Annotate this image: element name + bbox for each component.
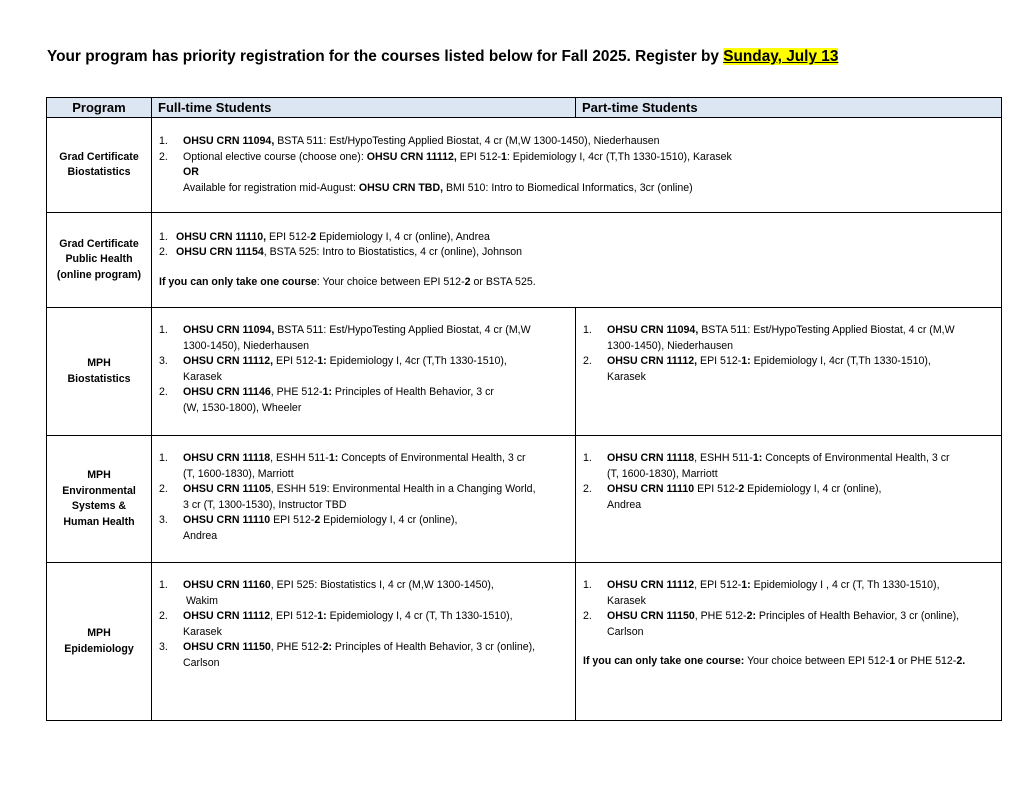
list-item	[159, 385, 569, 416]
program-cell	[47, 563, 152, 721]
course-text: Principles of Health Behavior, 3 cr (online),	[331, 641, 536, 653]
table-row	[47, 118, 1002, 213]
list-item	[583, 609, 995, 640]
note-text: : Your choice between EPI 512-	[316, 275, 465, 288]
list-number: 1.	[583, 324, 592, 336]
list-number: 2.	[583, 610, 592, 622]
course-text: Epidemiology I, 4 cr (online),	[744, 483, 882, 495]
course-text: Wakim	[183, 594, 218, 607]
course-text: BSTA 511: Est/HypoTesting Applied Biostat, 4 cr (M,W	[698, 324, 955, 336]
list-number: 1.	[159, 452, 168, 464]
choice-note	[159, 275, 995, 291]
list-item	[159, 323, 569, 354]
crn-label: OHSU CRN 11112,	[607, 355, 698, 367]
table-header-row	[47, 98, 1002, 118]
page-title	[47, 48, 838, 66]
section-number: 2:	[746, 610, 756, 622]
note-text: or PHE 512-	[895, 655, 957, 667]
crn-label: OHSU CRN 11112,	[183, 355, 274, 367]
course-text: , ESHH 519: Environmental Health in a Changing World,	[270, 483, 536, 495]
section-number: 1:	[752, 452, 763, 464]
crn-label: OHSU CRN 11094,	[607, 324, 699, 336]
shared-cell	[152, 213, 1002, 308]
course-prefix: Available for registration mid-August:	[183, 181, 359, 194]
list-number: 1.	[159, 579, 168, 591]
extra-course	[159, 181, 995, 197]
course-text: , BSTA 525: Intro to Biostatistics, 4 cr (online), Johnson	[263, 246, 523, 259]
course-text: Principles of Health Behavior, 3 cr	[331, 386, 494, 398]
header-full-time: Full-time Students	[152, 98, 576, 118]
section-number: 1:	[741, 579, 751, 591]
list-item	[159, 513, 569, 544]
course-text: Concepts of Environmental Health, 3 cr	[338, 452, 526, 464]
note-label: If you can only take one course	[159, 275, 317, 288]
course-text: , EPI 512-	[270, 610, 318, 622]
crn-label: OHSU CRN 11150	[607, 610, 695, 622]
course-text: Epidemiology I, 4cr (T,Th 1330-1510),	[326, 355, 507, 367]
program-cell	[47, 213, 152, 308]
full-time-cell	[152, 563, 576, 721]
list-item	[583, 578, 995, 609]
course-text: , ESHH 511-	[270, 452, 329, 464]
program-line: Biostatistics	[67, 166, 131, 178]
crn-label: OHSU CRN 11160	[183, 579, 271, 591]
list-number: 2.	[583, 483, 592, 495]
program-line: Biostatistics	[67, 372, 131, 385]
course-text: EPI 512-	[697, 355, 742, 367]
crn-label: OHSU CRN 11110	[607, 483, 695, 495]
course-text: (T, 1600-1830), Marriott	[607, 467, 718, 480]
note-text: Your choice between EPI 512-	[744, 655, 890, 667]
course-text: Epidemiology I, 4 cr (online),	[320, 514, 458, 526]
section-number: 1:	[741, 355, 751, 367]
part-time-cell	[576, 308, 1002, 436]
list-item	[583, 451, 995, 482]
crn-label: OHSU CRN 11154	[176, 246, 264, 259]
section-number: 2	[464, 275, 471, 288]
course-text: BSTA 511: Est/HypoTesting Applied Biostat, 4 cr (M,W 1300-1450), Niederhausen	[274, 135, 660, 147]
part-time-cell	[576, 563, 1002, 721]
crn-label: OHSU CRN 11118	[183, 452, 271, 464]
course-text: EPI 512-	[694, 483, 739, 495]
crn-label: OHSU CRN 11110	[183, 514, 271, 526]
list-item	[159, 150, 995, 166]
note-label: If you can only take one course:	[583, 655, 745, 667]
course-text: Andrea	[607, 498, 642, 511]
course-prefix: Optional elective course (choose one):	[183, 150, 367, 163]
header-part-time: Part-time Students	[576, 98, 1002, 118]
list-number: 2.	[159, 150, 168, 163]
table-row	[47, 563, 1002, 721]
program-cell	[47, 436, 152, 563]
list-number: 2.	[159, 610, 168, 622]
list-number: 2.	[159, 386, 168, 398]
list-item	[159, 245, 995, 261]
full-time-cell	[152, 308, 576, 436]
course-text: (W, 1530-1800), Wheeler	[183, 401, 302, 414]
program-line: Grad Certificate	[59, 237, 139, 250]
list-number: 3.	[159, 514, 168, 526]
course-text: Karasek	[607, 594, 646, 607]
list-item	[583, 482, 995, 513]
course-text: 3 cr (T, 1300-1530), Instructor TBD	[183, 498, 347, 511]
course-text: Karasek	[607, 370, 646, 383]
list-item	[159, 354, 569, 385]
section-number: 1:	[328, 452, 339, 464]
course-text: EPI 512-	[266, 230, 311, 243]
crn-label: OHSU CRN 11112,	[366, 150, 457, 163]
course-text: , EPI 525: Biostatistics I, 4 cr (M,W 1300-1450),	[270, 579, 494, 591]
list-number: 2.	[159, 246, 168, 259]
program-line: (online program)	[56, 268, 142, 281]
list-number: 2.	[159, 483, 168, 495]
course-text: Epidemiology I, 4 cr (T, Th 1330-1510),	[326, 610, 513, 622]
crn-label: OHSU CRN TBD,	[358, 181, 444, 194]
section-number: 2:	[322, 641, 332, 653]
list-item	[159, 482, 569, 513]
crn-label: OHSU CRN 11112	[183, 610, 271, 622]
list-item	[159, 451, 569, 482]
course-text: 1300-1450), Niederhausen	[183, 339, 310, 352]
list-number: 2.	[583, 355, 592, 367]
list-number: 3.	[159, 355, 168, 367]
list-item	[159, 134, 995, 150]
course-text: (T, 1600-1830), Marriott	[183, 467, 294, 480]
list-item	[159, 230, 995, 246]
section-number: 2	[314, 514, 321, 526]
list-item	[159, 640, 569, 671]
course-text: Andrea	[183, 529, 218, 542]
table-row	[47, 308, 1002, 436]
section-number: 2	[738, 483, 745, 495]
program-line: Human Health	[63, 515, 135, 528]
program-line: MPH	[87, 627, 111, 639]
list-item	[159, 578, 569, 609]
list-number: 1.	[159, 230, 168, 243]
course-text: , PHE 512-	[694, 610, 747, 622]
section-number: 2.	[956, 655, 966, 667]
course-text: , PHE 512-	[270, 386, 323, 398]
program-line: Grad Certificate	[59, 150, 139, 163]
course-text: Karasek	[183, 370, 222, 383]
program-line: Epidemiology	[64, 642, 134, 655]
crn-label: OHSU CRN 11146	[183, 386, 271, 398]
program-line: Systems &	[71, 500, 127, 512]
course-text: EPI 512-	[273, 355, 318, 367]
course-table	[46, 97, 1002, 721]
course-text: , PHE 512-	[270, 641, 323, 653]
course-text: Karasek	[183, 625, 222, 638]
section-number: 1:	[317, 610, 327, 622]
course-text: Epidemiology I , 4 cr (T, Th 1330-1510),	[750, 579, 940, 591]
choice-note	[583, 654, 995, 670]
table-row	[47, 213, 1002, 308]
shared-cell	[152, 118, 1002, 213]
program-line: Public Health	[65, 253, 133, 266]
course-text: Epidemiology I, 4 cr (online), Andrea	[316, 230, 490, 243]
section-number: 2	[310, 230, 317, 243]
note-text: or BSTA 525.	[470, 275, 536, 288]
course-text: EPI 512-	[456, 150, 501, 163]
section-number: 1	[501, 150, 507, 163]
crn-label: OHSU CRN 11094,	[183, 324, 275, 336]
list-number: 1.	[583, 452, 592, 464]
course-text: EPI 512-	[270, 514, 315, 526]
table-row	[47, 436, 1002, 563]
course-text: Carlson	[607, 625, 644, 638]
list-number: 1.	[583, 579, 592, 591]
course-text: , EPI 512-	[694, 579, 742, 591]
program-line: MPH	[87, 357, 111, 369]
crn-label: OHSU CRN 11118	[607, 452, 695, 464]
list-number: 3.	[159, 641, 168, 653]
crn-label: OHSU CRN 11110,	[176, 230, 267, 243]
deadline-highlight: Sunday, July 13	[723, 48, 839, 65]
crn-label: OHSU CRN 11094,	[183, 135, 275, 147]
program-cell	[47, 308, 152, 436]
crn-label: OHSU CRN 11105	[183, 483, 271, 495]
header-program: Program	[47, 98, 152, 118]
or-label: OR	[183, 166, 199, 178]
list-item	[583, 323, 995, 354]
section-number: 1:	[317, 355, 327, 367]
course-text: , ESHH 511-	[694, 452, 753, 464]
program-cell	[47, 118, 152, 213]
crn-label: OHSU CRN 11112	[607, 579, 695, 591]
course-text: BMI 510: Intro to Biomedical Informatics, 3cr (online)	[443, 181, 693, 194]
course-text: BSTA 511: Est/HypoTesting Applied Biostat, 4 cr (M,W	[274, 324, 531, 336]
list-number: 1.	[159, 324, 168, 336]
course-text: Concepts of Environmental Health, 3 cr	[762, 452, 950, 464]
list-item	[583, 354, 995, 385]
course-text: Carlson	[183, 656, 220, 669]
section-number: 1:	[322, 386, 332, 398]
course-text: 1300-1450), Niederhausen	[607, 339, 734, 352]
part-time-cell	[576, 436, 1002, 563]
program-line: MPH	[87, 469, 111, 481]
list-item	[159, 609, 569, 640]
title-text: Your program has priority registration for the courses listed below for Fall 2025. Register by	[47, 48, 724, 65]
crn-label: OHSU CRN 11150	[183, 641, 271, 653]
program-line: Environmental	[62, 484, 136, 497]
list-number: 1.	[159, 135, 168, 147]
course-text: Epidemiology I, 4cr (T,Th 1330-1510),	[750, 355, 931, 367]
section-number: 1	[889, 655, 896, 667]
full-time-cell	[152, 436, 576, 563]
course-text: : Epidemiology I, 4cr (T,Th 1330-1510), Karasek	[506, 150, 732, 163]
course-text: Principles of Health Behavior, 3 cr (online),	[755, 610, 960, 622]
